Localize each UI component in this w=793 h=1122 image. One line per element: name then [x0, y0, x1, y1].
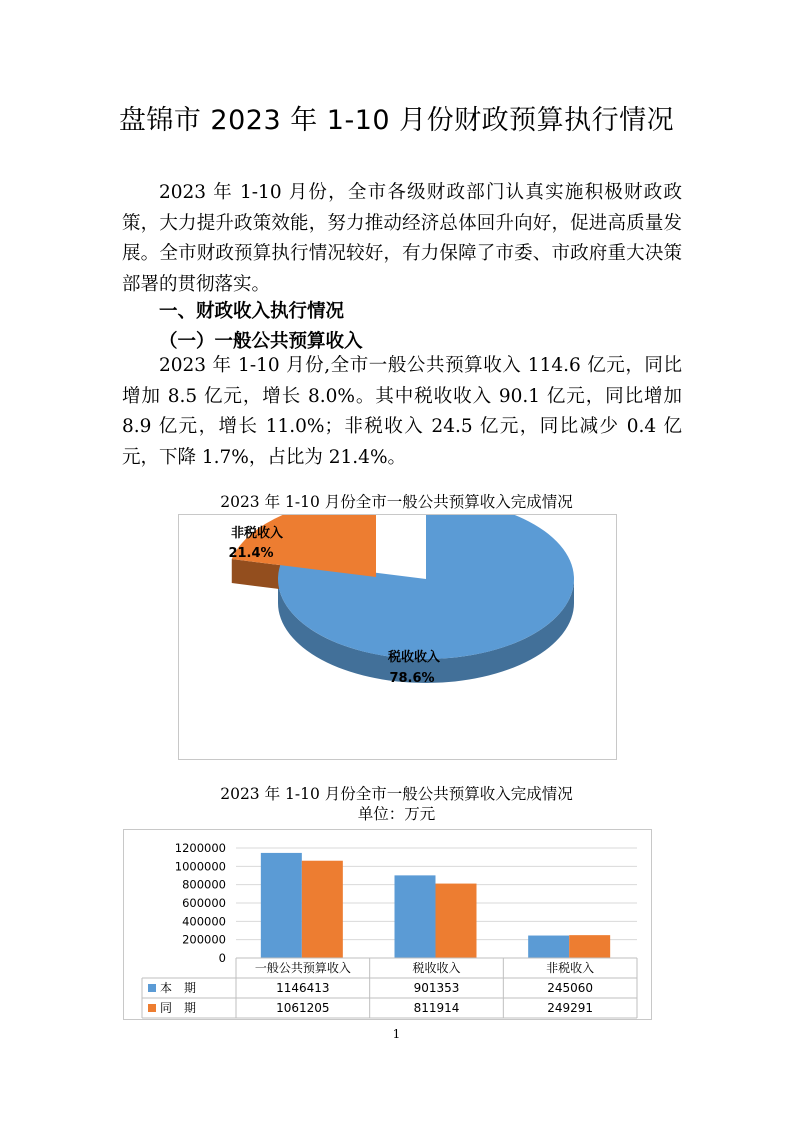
intro-paragraph: 2023 年 1-10 月份，全市各级财政部门认真实施积极财政政策，大力提升政策效能，努力推动经济总体回升向好，促进高质量发展。全市财政预算执行情况较好，有力保障了市委、市政府重大决策部署的贯彻落实。 — [122, 182, 682, 295]
y-tick-label: 1200000 — [174, 841, 226, 855]
data-table-value: 245060 — [547, 981, 594, 995]
x-category-label: 税收收入 — [412, 961, 461, 975]
legend-label: 本 期 — [160, 981, 197, 995]
bar-chart — [124, 830, 651, 1019]
data-table-value: 1061205 — [276, 1001, 330, 1015]
pie-percent-tax: 78.6% — [389, 671, 435, 686]
pie-label-nontax: 非税收入 — [230, 526, 284, 541]
bar-chart-unit: 单位：万元 — [357, 805, 436, 823]
legend-label: 同 期 — [160, 1001, 197, 1015]
revenue-paragraph: 2023 年 1-10 月份,全市一般公共预算收入 114.6 亿元，同比增加 8.5 亿元，增长 8.0%。其中税收收入 90.1 亿元，同比增加 8.9 亿元，增长 11.0%；非税收入 24.5 亿元，同比减少 0.4 亿元，下降 1.7%，占比为 21.4%。 — [122, 355, 682, 468]
y-tick-label: 1000000 — [174, 859, 226, 874]
bar-prior — [302, 861, 343, 958]
y-tick-label: 800000 — [182, 877, 226, 892]
pie-chart-frame — [178, 514, 617, 760]
bar-chart-frame — [123, 829, 652, 1020]
data-table-value: 249291 — [547, 1001, 594, 1015]
pie-label-tax: 税收收入 — [387, 650, 441, 665]
bar-current — [395, 875, 436, 958]
bar-chart-title: 2023 年 1-10 月份全市一般公共预算收入完成情况 — [220, 785, 573, 803]
x-category-label: 一般公共预算收入 — [254, 961, 351, 975]
pie-chart-title: 2023 年 1-10 月份全市一般公共预算收入完成情况 — [220, 493, 573, 511]
pie-percent-nontax: 21.4% — [228, 546, 274, 561]
y-tick-label: 400000 — [182, 914, 226, 929]
legend-swatch — [148, 1004, 156, 1012]
legend-swatch — [148, 984, 156, 992]
x-category-label: 非税收入 — [546, 961, 595, 975]
section-heading: 一、财政收入执行情况 — [159, 301, 345, 322]
y-tick-label: 200000 — [182, 932, 226, 947]
bar-current — [528, 936, 569, 958]
y-tick-label: 600000 — [182, 896, 226, 910]
bar-current — [261, 853, 302, 958]
data-table-value: 811914 — [413, 1001, 460, 1015]
y-tick-label: 0 — [218, 951, 226, 965]
bar-prior — [436, 884, 477, 958]
data-table-value: 1146413 — [276, 981, 330, 995]
pie-chart — [179, 515, 616, 759]
page-title: 盘锦市 2023 年 1-10 月份财政预算执行情况 — [118, 105, 675, 136]
data-table-value: 901353 — [413, 981, 460, 995]
bar-prior — [569, 935, 610, 958]
subsection-heading: （一）一般公共预算收入 — [159, 331, 363, 352]
page-number: 1 — [392, 1027, 401, 1041]
